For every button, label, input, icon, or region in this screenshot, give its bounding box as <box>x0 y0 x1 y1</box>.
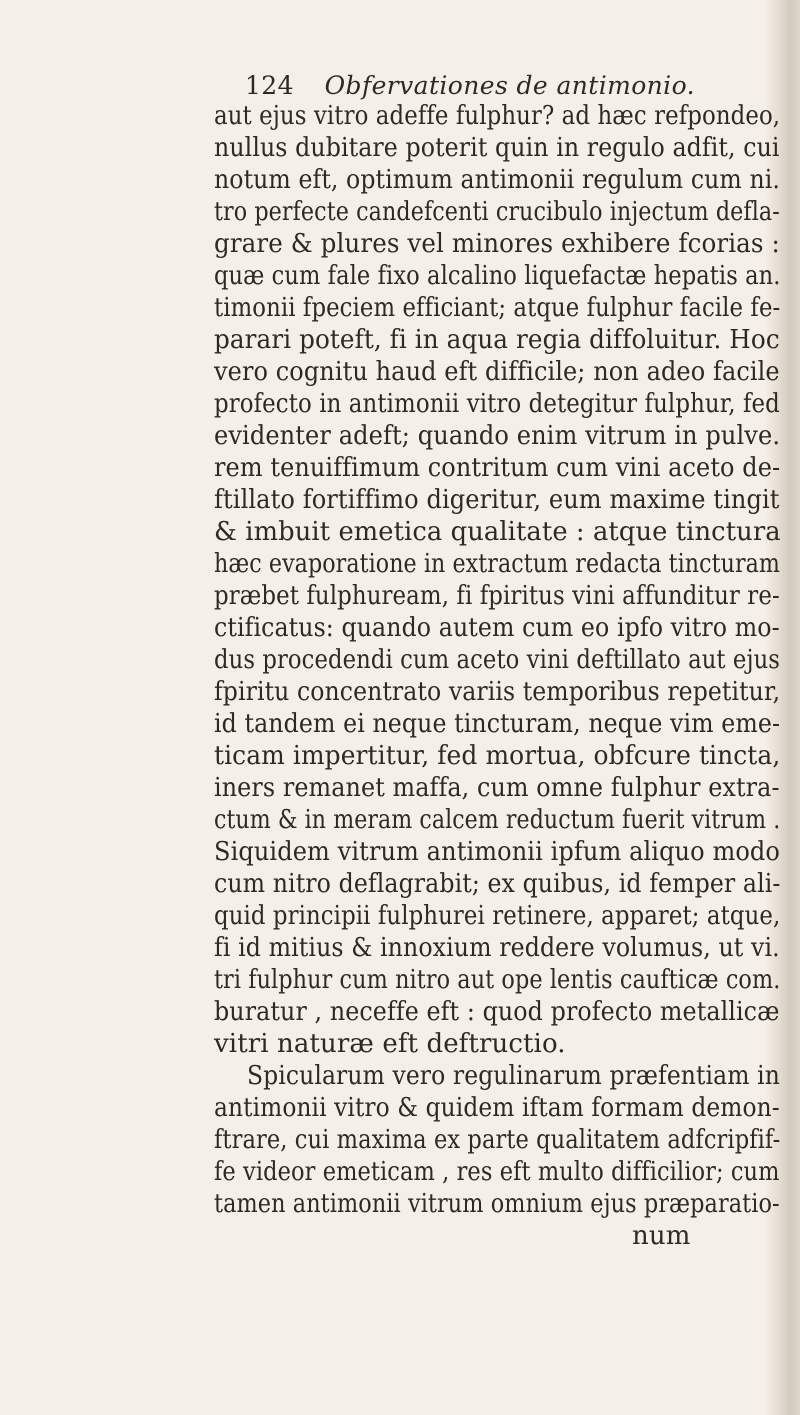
text-line: fe videor emeticam , res eft multo difficilior; cum <box>214 1157 780 1187</box>
text-line: id tandem ei neque tincturam, neque vim eme- <box>214 709 781 739</box>
text-line: ftillato fortiffimo digeritur, eum maxime tingit <box>214 485 780 515</box>
text-line: profecto in antimonii vitro detegitur fulphur, fed <box>214 389 780 419</box>
text-line: fi id mitius & innoxium reddere volumus, ut vi. <box>214 933 780 963</box>
text-line: buratur , neceffe eft : quod profecto metallicæ <box>214 997 780 1027</box>
text-line: parari poteft, fi in aqua regia diffoluitur. Hoc <box>214 325 780 355</box>
catchword: num <box>632 1221 691 1251</box>
text-line: notum eft, optimum antimonii regulum cum ni. <box>214 165 780 195</box>
text-line: tamen antimonii vitrum omnium ejus præparatio- <box>214 1189 780 1219</box>
running-title: Obfervationes de antimonio. <box>324 71 695 100</box>
text-line: antimonii vitro & quidem iftam formam demon- <box>214 1093 780 1123</box>
text-line: hæc evaporatione in extractum redacta tincturam <box>214 549 781 579</box>
text-line: cum nitro deflagrabit; ex quibus, id femper ali- <box>214 869 781 899</box>
text-line: tro perfecte candefcenti crucibulo injectum defla- <box>214 197 780 227</box>
text-line: vitri naturæ eft deftructio. <box>214 1029 566 1059</box>
text-line: vero cognitu haud eft difficile; non adeo facile <box>214 357 780 387</box>
text-line: evidenter adeft; quando enim vitrum in pulve. <box>214 421 781 451</box>
text-line: ftrare, cui maxima ex parte qualitatem adfcripfif- <box>214 1125 781 1155</box>
text-line: præbet fulphuream, fi fpiritus vini affunditur re- <box>214 581 780 611</box>
text-line: quæ cum fale fixo alcalino liquefactæ hepatis an. <box>214 261 781 291</box>
text-line: Spicularum vero regulinarum præfentiam in <box>247 1061 780 1091</box>
text-line: aut ejus vitro adeffe fulphur? ad hæc refpondeo, <box>214 101 781 131</box>
text-line: & imbuit emetica qualitate : atque tinctura <box>214 517 781 547</box>
text-line: timonii fpeciem efficiant; atque fulphur facile fe- <box>214 293 781 323</box>
text-line: ticam impertitur, fed mortua, obfcure tincta, <box>214 741 781 771</box>
text-line: ctificatus: quando autem cum eo ipfo vitro mo- <box>214 613 780 643</box>
running-header <box>245 73 695 98</box>
page-number: 124 <box>245 71 294 100</box>
text-line: tri fulphur cum nitro aut ope lentis caufticæ com. <box>214 965 781 995</box>
text-line: iners remanet maffa, cum omne fulphur extra- <box>214 773 780 803</box>
text-line: nullus dubitare poterit quin in regulo adfit, cui <box>214 133 780 163</box>
text-line: fpiritu concentrato variis temporibus repetitur, <box>214 677 781 707</box>
text-line: rem tenuiffimum contritum cum vini aceto de- <box>214 453 781 483</box>
text-line: ctum & in meram calcem reductum fuerit vitrum . <box>214 805 781 835</box>
text-line: dus procedendi cum aceto vini deftillato aut ejus <box>214 645 781 675</box>
text-line: quid principii fulphurei retinere, apparet; atque, <box>214 901 781 931</box>
text-line: grare & plures vel minores exhibere fcorias : <box>214 229 780 259</box>
text-line: Siquidem vitrum antimonii ipfum aliquo modo <box>214 837 780 867</box>
